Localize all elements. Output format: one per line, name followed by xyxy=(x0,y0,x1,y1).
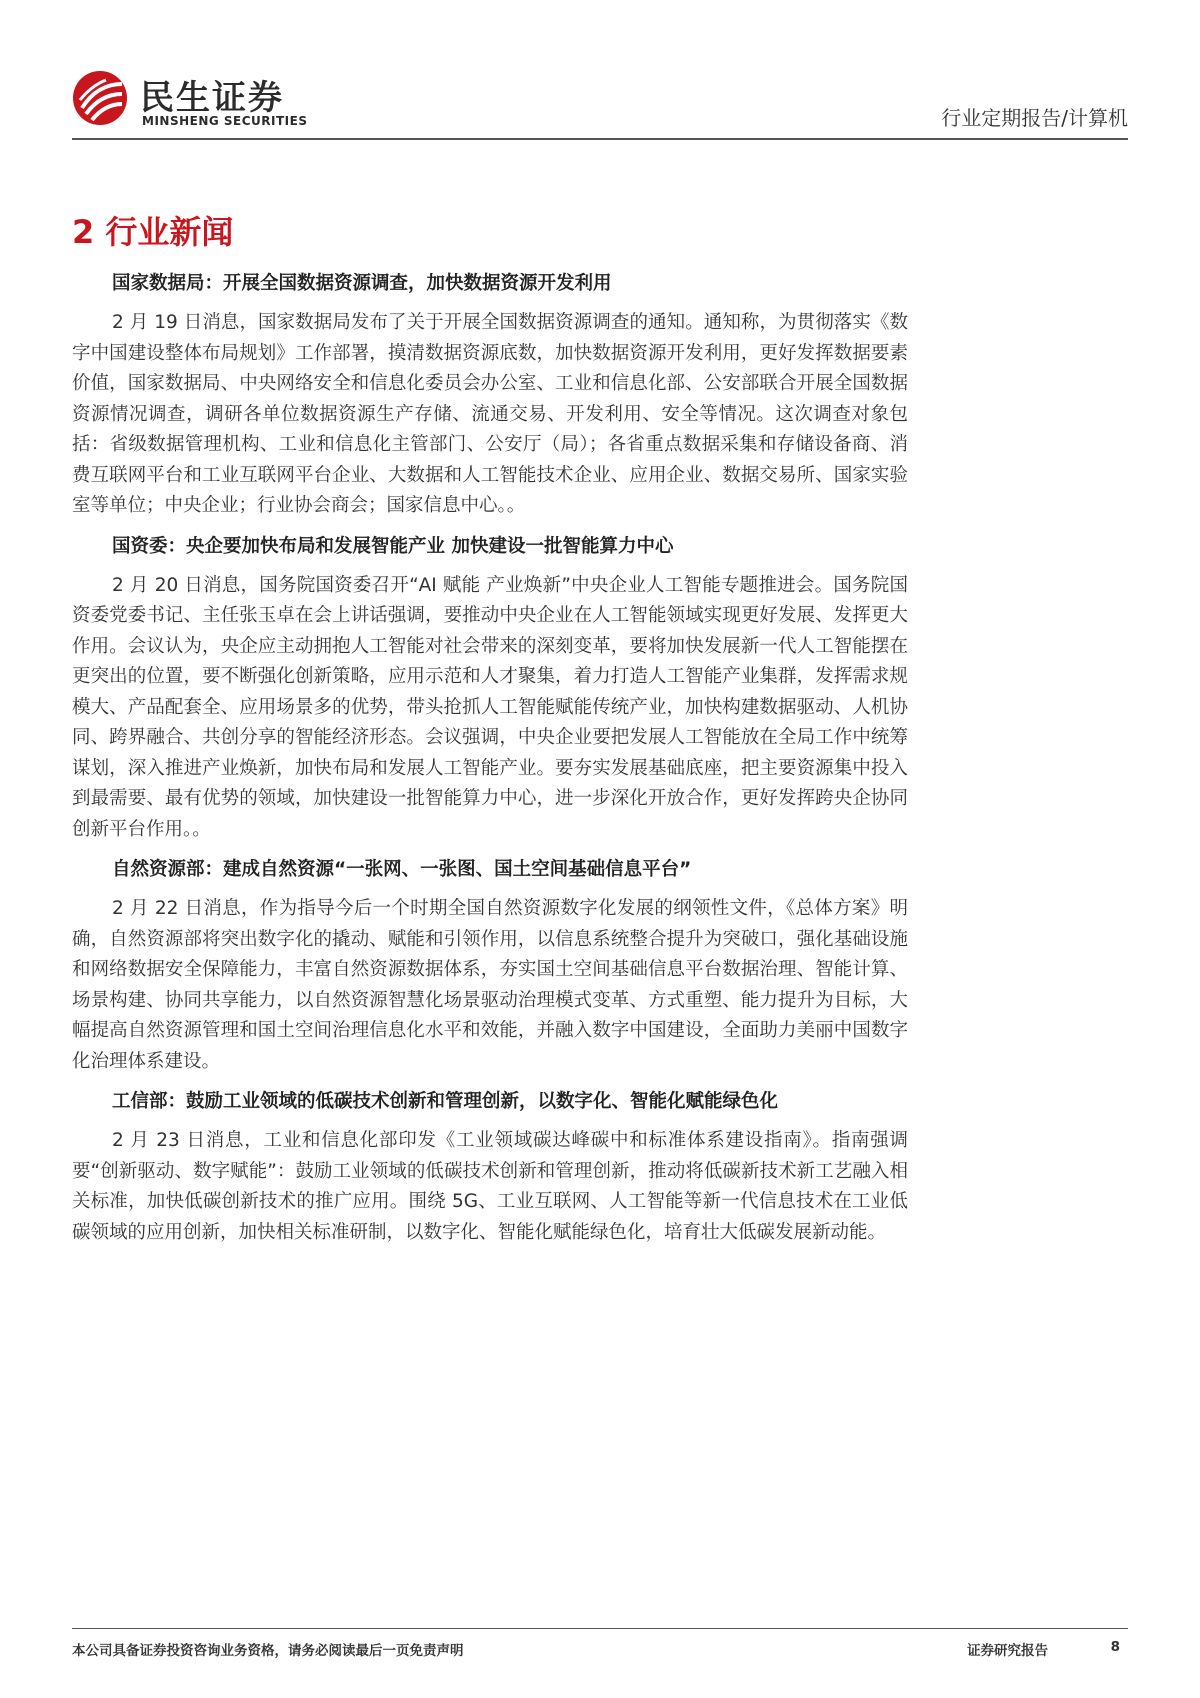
minsheng-logo-icon xyxy=(72,70,128,126)
news-heading: 自然资源部：建成自然资源“一张网、一张图、国土空间基础信息平台” xyxy=(112,859,692,880)
page-footer xyxy=(72,1628,1128,1669)
news-body: 2 月 19 日消息，国家数据局发布了关于开展全国数据资源调查的通知。通知称，为贯彻落实《数字中国建设整体布局规划》工作部署，摸清数据资源底数，加快数据资源开发利用，更好发挥数据要素价值，国家数据局、中央网络安全和信息化委员会办公室、工业和信息化部、公安部联合开展全国数据资源情况调查，调研各单位数据资源生产存储、流通交易、开发利用、安全等情况。这次调查对象包括：省级数据管理机构、工业和信息化主管部门、公安厅（局）；各省重点数据采集和存储设备商、消费互联网平台和工业互联网平台企业、大数据和人工智能技术企业、应用企业、数据交易所、国家实验室等单位；中央企业；行业协会商会；国家信息中心。。 xyxy=(72,312,908,516)
page-header xyxy=(72,60,1128,140)
footer-disclaimer: 本公司具备证券投资咨询业务资格，请务必阅读最后一页免责声明 xyxy=(72,1643,464,1659)
footer-label: 证券研究报告 xyxy=(967,1643,1048,1659)
news-item xyxy=(72,1086,908,1248)
news-heading: 工信部：鼓励工业领域的低碳技术创新和管理创新，以数字化、智能化赋能绿色化 xyxy=(112,1091,779,1112)
logo-chinese-name: 民生证券 xyxy=(140,78,284,118)
news-heading: 国家数据局：开展全国数据资源调查，加快数据资源开发利用 xyxy=(112,273,612,294)
news-item xyxy=(72,854,908,1077)
company-logo xyxy=(72,70,372,130)
news-body: 2 月 23 日消息，工业和信息化部印发《工业领域碳达峰碳中和标准体系建设指南》。指南强调要“创新驱动、数字赋能”：鼓励工业领域的低碳技术创新和管理创新，推动将低碳新技术新工艺融入相关标准，加快低碳创新技术的推广应用。围绕 5G、工业互联网、人工智能等新一代信息技术在工业低碳领域的应用创新，加快相关标准研制，以数字化、智能化赋能绿色化，培育壮大低碳发展新动能。 xyxy=(72,1130,908,1243)
report-type: 行业定期报告/计算机 xyxy=(941,106,1128,130)
news-item xyxy=(72,268,908,522)
section-title: 2 行业新闻 xyxy=(72,213,234,251)
news-body: 2 月 20 日消息，国务院国资委召开“AI 赋能 产业焕新”中央企业人工智能专题推进会。国务院国资委党委书记、主任张玉卓在会上讲话强调，要推动中央企业在人工智能领域实现更好发展、发挥更大作用。会议认为，央企应主动拥抱人工智能对社会带来的深刻变革，要将加快发展新一代人工智能摆在更突出的位置，要不断强化创新策略，应用示范和人才聚集，着力打造人工智能产业集群，发挥需求规模大、产品配套全、应用场景多的优势，带头抢抓人工智能赋能传统产业，加快构建数据驱动、人机协同、跨界融合、共创分享的智能经济形态。会议强调，中央企业要把发展人工智能放在全局工作中统筹谋划，深入推进产业焕新，加快布局和发展人工智能产业。要夯实发展基础底座，把主要资源集中投入到最需要、最有优势的领域，加快建设一批智能算力中心，进一步深化开放合作，更好发挥跨央企协同创新平台作用。。 xyxy=(72,574,908,840)
news-body: 2 月 22 日消息，作为指导今后一个时期全国自然资源数字化发展的纲领性文件，《总体方案》明确，自然资源部将突出数字化的撬动、赋能和引领作用，以信息系统整合提升为突破口，强化基础设施和网络数据安全保障能力，丰富自然资源数据体系，夯实国土空间基础信息平台数据治理、智能计算、场景构建、协同共享能力，以自然资源智慧化场景驱动治理模式变革、方式重塑、能力提升为目标，大幅提高自然资源管理和国土空间治理信息化水平和效能，并融入数字中国建设，全面助力美丽中国数字化治理体系建设。 xyxy=(72,898,908,1072)
news-item xyxy=(72,531,908,846)
news-content xyxy=(72,268,908,1257)
news-heading: 国资委：央企要加快布局和发展智能产业 加快建设一批智能算力中心 xyxy=(112,535,674,557)
logo-english-name: MINSHENG SECURITIES xyxy=(142,114,308,128)
page-number: 8 xyxy=(1110,1639,1120,1655)
